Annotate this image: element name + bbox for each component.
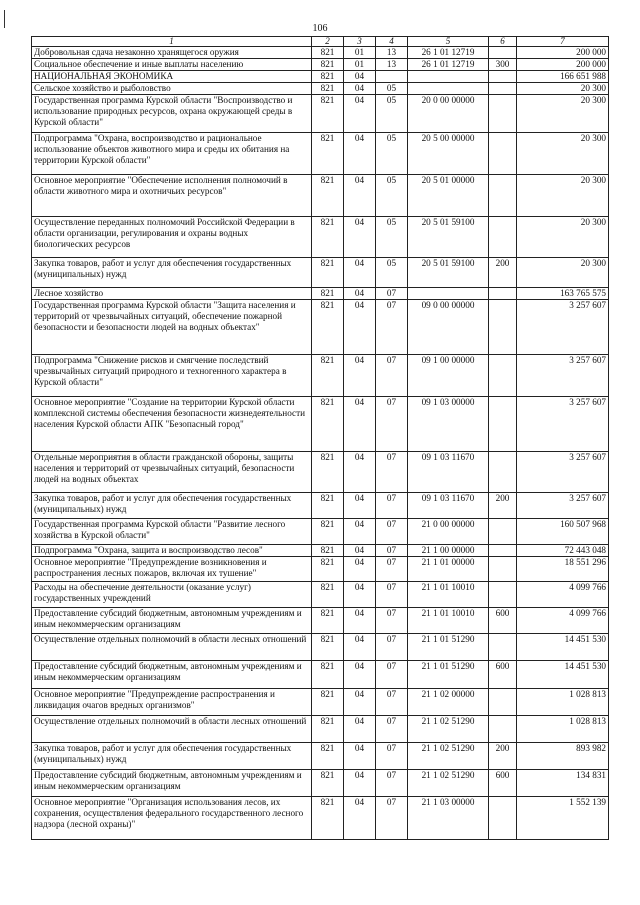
ministry-code-cell: 821 <box>312 95 344 133</box>
subsection-code-cell: 07 <box>376 355 408 397</box>
table-row <box>32 95 609 133</box>
target-article-cell: 21 1 01 51290 <box>408 661 489 689</box>
target-article-cell: 21 1 01 51290 <box>408 634 489 661</box>
row-name-cell: Предоставление субсидий бюджетным, автономным учреждениям и иным некоммерческим организациям <box>32 661 312 689</box>
table-row <box>32 545 609 557</box>
row-name-cell: Лесное хозяйство <box>32 288 312 300</box>
ministry-code-cell: 821 <box>312 557 344 582</box>
table-row <box>32 355 609 397</box>
subsection-code-cell: 07 <box>376 634 408 661</box>
table-row <box>32 258 609 288</box>
expense-type-cell <box>489 133 517 175</box>
section-code-cell: 04 <box>344 797 376 840</box>
subsection-code-cell: 07 <box>376 608 408 634</box>
table-row <box>32 743 609 770</box>
amount-cell: 1 028 813 <box>517 689 609 716</box>
section-code-cell: 04 <box>344 770 376 797</box>
section-code-cell: 04 <box>344 355 376 397</box>
target-article-cell <box>408 71 489 83</box>
ministry-code-cell: 821 <box>312 217 344 258</box>
ministry-code-cell: 821 <box>312 634 344 661</box>
table-row <box>32 634 609 661</box>
column-number: 3 <box>344 37 376 47</box>
row-name-cell: Сельское хозяйство и рыболовство <box>32 83 312 95</box>
ministry-code-cell: 821 <box>312 300 344 355</box>
target-article-cell: 21 1 03 00000 <box>408 797 489 840</box>
target-article-cell <box>408 288 489 300</box>
amount-cell: 3 257 607 <box>517 397 609 452</box>
ministry-code-cell: 821 <box>312 355 344 397</box>
target-article-cell: 20 5 01 00000 <box>408 175 489 217</box>
subsection-code-cell <box>376 71 408 83</box>
section-code-cell: 04 <box>344 716 376 743</box>
amount-cell: 4 099 766 <box>517 582 609 608</box>
table-row <box>32 288 609 300</box>
section-code-cell: 01 <box>344 47 376 59</box>
ministry-code-cell: 821 <box>312 743 344 770</box>
expense-type-cell <box>489 557 517 582</box>
section-code-cell: 04 <box>344 743 376 770</box>
expense-type-cell <box>489 797 517 840</box>
row-name-cell: Основное мероприятие "Обеспечение исполнения полномочий в области животного мира и охотничьих ресурсов" <box>32 175 312 217</box>
amount-cell: 3 257 607 <box>517 355 609 397</box>
amount-cell: 18 551 296 <box>517 557 609 582</box>
row-name-cell: НАЦИОНАЛЬНАЯ ЭКОНОМИКА <box>32 71 312 83</box>
ministry-code-cell: 821 <box>312 258 344 288</box>
ministry-code-cell: 821 <box>312 689 344 716</box>
section-code-cell: 04 <box>344 545 376 557</box>
expense-type-cell <box>489 545 517 557</box>
ministry-code-cell: 821 <box>312 83 344 95</box>
ministry-code-cell: 821 <box>312 288 344 300</box>
subsection-code-cell: 07 <box>376 493 408 519</box>
target-article-cell: 21 1 02 51290 <box>408 743 489 770</box>
ministry-code-cell: 821 <box>312 582 344 608</box>
section-code-cell: 04 <box>344 258 376 288</box>
row-name-cell: Добровольная сдача незаконно хранящегося оружия <box>32 47 312 59</box>
ministry-code-cell: 821 <box>312 71 344 83</box>
table-row <box>32 59 609 71</box>
row-name-cell: Предоставление субсидий бюджетным, автономным учреждениям и иным некоммерческим организациям <box>32 770 312 797</box>
amount-cell: 893 982 <box>517 743 609 770</box>
target-article-cell: 09 0 00 00000 <box>408 300 489 355</box>
expense-type-cell <box>489 175 517 217</box>
amount-cell: 163 765 575 <box>517 288 609 300</box>
section-code-cell: 04 <box>344 493 376 519</box>
section-code-cell: 04 <box>344 300 376 355</box>
target-article-cell: 09 1 03 11670 <box>408 452 489 493</box>
section-code-cell: 04 <box>344 519 376 545</box>
amount-cell: 200 000 <box>517 47 609 59</box>
row-name-cell: Расходы на обеспечение деятельности (оказание услуг) государственных учреждений <box>32 582 312 608</box>
subsection-code-cell: 05 <box>376 95 408 133</box>
budget-table <box>31 36 609 840</box>
amount-cell: 72 443 048 <box>517 545 609 557</box>
target-article-cell: 21 1 01 10010 <box>408 608 489 634</box>
section-code-cell: 04 <box>344 608 376 634</box>
section-code-cell: 04 <box>344 452 376 493</box>
section-code-cell: 04 <box>344 83 376 95</box>
section-code-cell: 04 <box>344 217 376 258</box>
row-name-cell: Социальное обеспечение и иные выплаты населению <box>32 59 312 71</box>
amount-cell: 3 257 607 <box>517 300 609 355</box>
section-code-cell: 04 <box>344 689 376 716</box>
target-article-cell: 21 0 00 00000 <box>408 519 489 545</box>
expense-type-cell: 200 <box>489 743 517 770</box>
subsection-code-cell: 07 <box>376 452 408 493</box>
row-name-cell: Осуществление отдельных полномочий в области лесных отношений <box>32 716 312 743</box>
amount-cell: 20 300 <box>517 133 609 175</box>
column-number-row <box>32 37 609 47</box>
column-number: 2 <box>312 37 344 47</box>
table-row <box>32 300 609 355</box>
target-article-cell: 21 1 00 00000 <box>408 545 489 557</box>
table-row <box>32 493 609 519</box>
amount-cell: 20 300 <box>517 83 609 95</box>
subsection-code-cell: 05 <box>376 175 408 217</box>
row-name-cell: Закупка товаров, работ и услуг для обеспечения государственных (муниципальных) нужд <box>32 493 312 519</box>
subsection-code-cell: 07 <box>376 545 408 557</box>
ministry-code-cell: 821 <box>312 47 344 59</box>
expense-type-cell <box>489 716 517 743</box>
target-article-cell: 21 1 02 51290 <box>408 770 489 797</box>
ministry-code-cell: 821 <box>312 175 344 217</box>
subsection-code-cell: 07 <box>376 397 408 452</box>
amount-cell: 3 257 607 <box>517 493 609 519</box>
section-code-cell: 04 <box>344 133 376 175</box>
subsection-code-cell: 05 <box>376 258 408 288</box>
expense-type-cell <box>489 71 517 83</box>
row-name-cell: Государственная программа Курской области "Защита населения и территорий от чрезвычайных ситуаций, обеспечение пожарной безопасности и безопасности людей на водных объектах" <box>32 300 312 355</box>
row-name-cell: Государственная программа Курской области "Воспроизводство и использование природных ресурсов, охрана окружающей среды в Курской области" <box>32 95 312 133</box>
row-name-cell: Подпрограмма "Охрана, защита и воспроизводство лесов" <box>32 545 312 557</box>
table-row <box>32 770 609 797</box>
ministry-code-cell: 821 <box>312 133 344 175</box>
subsection-code-cell: 07 <box>376 797 408 840</box>
table-row <box>32 83 609 95</box>
ministry-code-cell: 821 <box>312 716 344 743</box>
subsection-code-cell: 13 <box>376 59 408 71</box>
expense-type-cell <box>489 582 517 608</box>
amount-cell: 14 451 530 <box>517 634 609 661</box>
table-row <box>32 71 609 83</box>
row-name-cell: Основное мероприятие "Создание на территории Курской области комплексной системы обеспечения безопасности жизнедеятельности населения Курской области АПК "Безопасный город" <box>32 397 312 452</box>
expense-type-cell <box>489 397 517 452</box>
target-article-cell: 21 1 02 00000 <box>408 689 489 716</box>
expense-type-cell <box>489 217 517 258</box>
target-article-cell: 21 1 01 10010 <box>408 582 489 608</box>
subsection-code-cell: 07 <box>376 288 408 300</box>
expense-type-cell: 200 <box>489 493 517 519</box>
table-row <box>32 582 609 608</box>
column-number: 1 <box>32 37 312 47</box>
amount-cell: 1 028 813 <box>517 716 609 743</box>
subsection-code-cell: 07 <box>376 519 408 545</box>
subsection-code-cell: 05 <box>376 83 408 95</box>
target-article-cell: 09 1 00 00000 <box>408 355 489 397</box>
amount-cell: 200 000 <box>517 59 609 71</box>
section-code-cell: 04 <box>344 634 376 661</box>
section-code-cell: 04 <box>344 661 376 689</box>
section-code-cell: 04 <box>344 95 376 133</box>
expense-type-cell: 300 <box>489 59 517 71</box>
table-row <box>32 519 609 545</box>
column-number: 5 <box>408 37 489 47</box>
amount-cell: 14 451 530 <box>517 661 609 689</box>
ministry-code-cell: 821 <box>312 452 344 493</box>
table-row <box>32 133 609 175</box>
ministry-code-cell: 821 <box>312 59 344 71</box>
target-article-cell: 21 1 02 51290 <box>408 716 489 743</box>
section-code-cell: 01 <box>344 59 376 71</box>
expense-type-cell <box>489 452 517 493</box>
subsection-code-cell: 05 <box>376 133 408 175</box>
table-row <box>32 661 609 689</box>
ministry-code-cell: 821 <box>312 608 344 634</box>
amount-cell: 160 507 968 <box>517 519 609 545</box>
row-name-cell: Основное мероприятие "Предупреждение распространения и ликвидация очагов вредных организмов" <box>32 689 312 716</box>
amount-cell: 20 300 <box>517 258 609 288</box>
amount-cell: 20 300 <box>517 217 609 258</box>
subsection-code-cell: 07 <box>376 582 408 608</box>
section-code-cell: 04 <box>344 582 376 608</box>
page-number: 106 <box>312 23 328 34</box>
target-article-cell: 20 0 00 00000 <box>408 95 489 133</box>
ministry-code-cell: 821 <box>312 545 344 557</box>
expense-type-cell <box>489 95 517 133</box>
amount-cell: 3 257 607 <box>517 452 609 493</box>
ministry-code-cell: 821 <box>312 797 344 840</box>
subsection-code-cell: 13 <box>376 47 408 59</box>
amount-cell: 166 651 988 <box>517 71 609 83</box>
target-article-cell: 09 1 03 00000 <box>408 397 489 452</box>
amount-cell: 20 300 <box>517 95 609 133</box>
table-row <box>32 797 609 840</box>
column-number: 7 <box>517 37 609 47</box>
section-code-cell: 04 <box>344 288 376 300</box>
row-name-cell: Осуществление отдельных полномочий в области лесных отношений <box>32 634 312 661</box>
amount-cell: 20 300 <box>517 175 609 217</box>
target-article-cell: 26 1 01 12719 <box>408 47 489 59</box>
section-code-cell: 04 <box>344 71 376 83</box>
expense-type-cell <box>489 288 517 300</box>
subsection-code-cell: 07 <box>376 716 408 743</box>
column-number: 6 <box>489 37 517 47</box>
table-row <box>32 689 609 716</box>
subsection-code-cell: 07 <box>376 300 408 355</box>
section-code-cell: 04 <box>344 397 376 452</box>
target-article-cell <box>408 83 489 95</box>
row-name-cell: Закупка товаров, работ и услуг для обеспечения государственных (муниципальных) нужд <box>32 743 312 770</box>
subsection-code-cell: 07 <box>376 557 408 582</box>
table-row <box>32 452 609 493</box>
table-row <box>32 217 609 258</box>
expense-type-cell <box>489 300 517 355</box>
column-number: 4 <box>376 37 408 47</box>
row-name-cell: Осуществление переданных полномочий Российской Федерации в области организации, регулирования и охраны водных биологических ресурсов <box>32 217 312 258</box>
expense-type-cell <box>489 519 517 545</box>
row-name-cell: Государственная программа Курской области "Развитие лесного хозяйства в Курской области" <box>32 519 312 545</box>
subsection-code-cell: 05 <box>376 217 408 258</box>
section-code-cell: 04 <box>344 175 376 217</box>
expense-type-cell <box>489 83 517 95</box>
ministry-code-cell: 821 <box>312 493 344 519</box>
ministry-code-cell: 821 <box>312 519 344 545</box>
row-name-cell: Отдельные мероприятия в области гражданской обороны, защиты населения и территорий от чрезвычайных ситуаций, безопасности людей на водных объектах <box>32 452 312 493</box>
expense-type-cell <box>489 47 517 59</box>
subsection-code-cell: 07 <box>376 689 408 716</box>
ministry-code-cell: 821 <box>312 770 344 797</box>
expense-type-cell <box>489 689 517 716</box>
row-name-cell: Основное мероприятие "Организация использования лесов, их сохранения, осуществления федерального государственного лесного надзора (лесной охраны)" <box>32 797 312 840</box>
subsection-code-cell: 07 <box>376 770 408 797</box>
table-row <box>32 557 609 582</box>
subsection-code-cell: 07 <box>376 743 408 770</box>
target-article-cell: 26 1 01 12719 <box>408 59 489 71</box>
target-article-cell: 20 5 01 59100 <box>408 258 489 288</box>
expense-type-cell: 200 <box>489 258 517 288</box>
row-name-cell: Подпрограмма "Снижение рисков и смягчение последствий чрезвычайных ситуаций природного и техногенного характера в Курской области" <box>32 355 312 397</box>
ministry-code-cell: 821 <box>312 661 344 689</box>
row-name-cell: Закупка товаров, работ и услуг для обеспечения государственных (муниципальных) нужд <box>32 258 312 288</box>
amount-cell: 1 552 139 <box>517 797 609 840</box>
table-row <box>32 716 609 743</box>
expense-type-cell: 600 <box>489 770 517 797</box>
table-body <box>32 47 609 840</box>
table-row <box>32 175 609 217</box>
target-article-cell: 21 1 01 00000 <box>408 557 489 582</box>
target-article-cell: 20 5 01 59100 <box>408 217 489 258</box>
target-article-cell: 09 1 03 11670 <box>408 493 489 519</box>
row-name-cell: Предоставление субсидий бюджетным, автономным учреждениям и иным некоммерческим организациям <box>32 608 312 634</box>
subsection-code-cell: 07 <box>376 661 408 689</box>
expense-type-cell: 600 <box>489 661 517 689</box>
section-code-cell: 04 <box>344 557 376 582</box>
expense-type-cell <box>489 355 517 397</box>
amount-cell: 134 831 <box>517 770 609 797</box>
ministry-code-cell: 821 <box>312 397 344 452</box>
row-name-cell: Основное мероприятие "Предупреждение возникновения и распространения лесных пожаров, включая их тушение" <box>32 557 312 582</box>
row-name-cell: Подпрограмма "Охрана, воспроизводство и рациональное использование объектов животного мира и среды их обитания на территории Курской области" <box>32 133 312 175</box>
table-row <box>32 608 609 634</box>
table-row <box>32 47 609 59</box>
amount-cell: 4 099 766 <box>517 608 609 634</box>
target-article-cell: 20 5 00 00000 <box>408 133 489 175</box>
table-row <box>32 397 609 452</box>
expense-type-cell <box>489 634 517 661</box>
expense-type-cell: 600 <box>489 608 517 634</box>
